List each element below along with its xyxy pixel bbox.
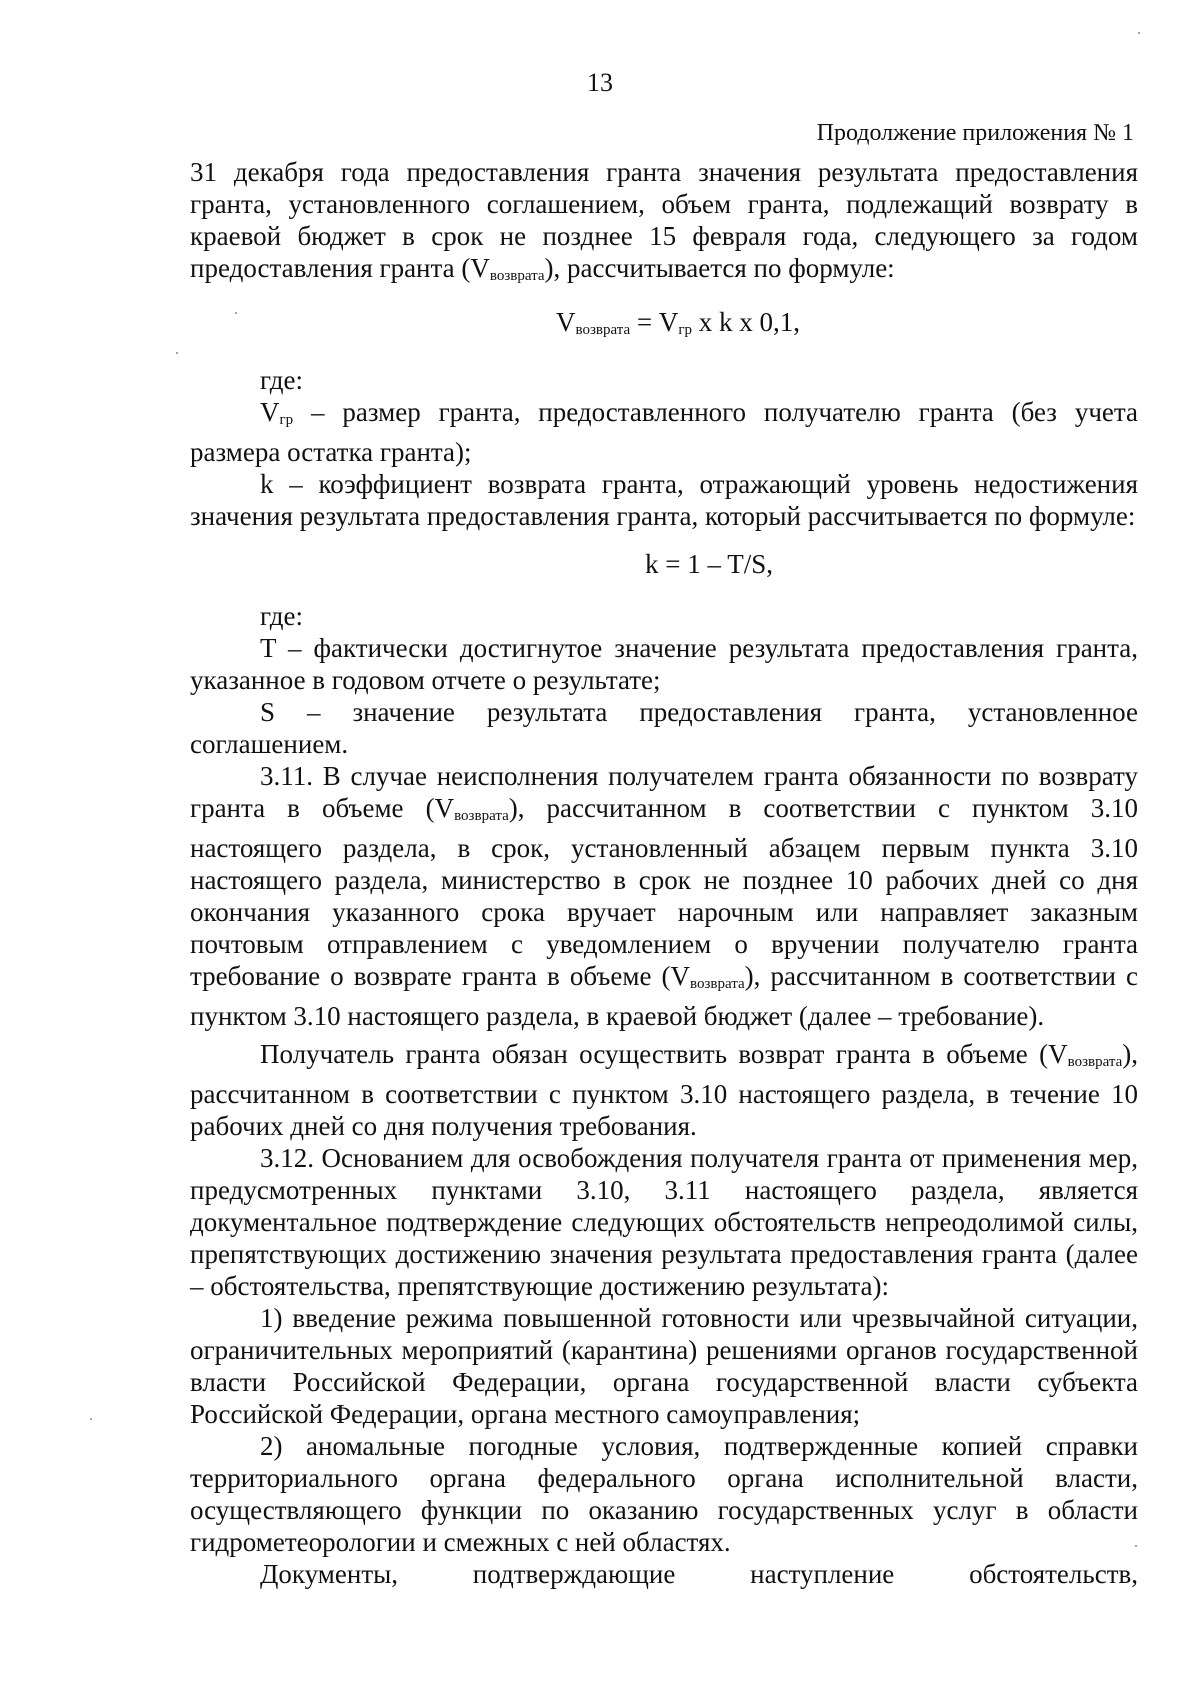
intro-paragraph: 31 декабря года предоставления гранта значения результата предоставления гранта, установленного соглашением, объем гранта, подлежащий возврату в краевой бюджет в срок не позднее 15 февраля года, следующего за годом предоставления гранта $(V_{возврата})$, рассчитывается по формуле: (190, 157, 1138, 284)
where-label: где: (260, 365, 303, 395)
subscript-gr: гр (678, 322, 693, 338)
scan-speck (1135, 1545, 1137, 1547)
scan-speck (235, 312, 237, 314)
scan-speck (90, 1418, 92, 1420)
paragraph-3-11: 3.11. В случае неисполнения получателем гранта обязанности по возврату гранта в объеме $(V_{возврата})$, рассчитанном в соответствии с пунктом 3.10 настоящего раздела, в срок, установленный абзацем первым пункта 3.10 настоящего раздела, министерство в срок не позднее 10 рабочих дней со дня окончания указанного срока вручает нарочным или направляет заказным почтовым отправлением с уведомлением о вручении получателю гранта требование о возврате гранта в объеме $(V_{возврата})$, рассчитанном в соответствии с пунктом 3.10 настоящего раздела, в краевой бюджет (далее – требование). (190, 761, 1139, 1031)
appendix-continuation-label: Продолжение приложения № 1 (816, 120, 1134, 146)
documents-paragraph-start: Документы, подтверждающие наступление обстоятельств, (260, 1559, 1138, 1589)
subscript-vozvrata: возврата (1067, 1054, 1123, 1070)
page-number: 13 (587, 68, 613, 97)
s-definition: S – значение результата предоставления гранта, установленное соглашением. (190, 697, 1138, 759)
list-item-2: 2) аномальные погодные условия, подтвержденные копией справки территориального органа федерального органа исполнительной власти, осуществляющего функции по оказанию государственных услуг в области гидрометеорологии и смежных с ней областях. (190, 1431, 1138, 1557)
t-definition: T – фактически достигнутое значение результата предоставления гранта, указанное в годовом отчете о результате; (190, 633, 1138, 695)
subscript-vozvrata: возврата (690, 976, 745, 992)
formula-coefficient-k: k = 1 – T/S, (645, 549, 773, 579)
subscript-vozvrata: возврата (489, 268, 545, 284)
formula-return-volume: $V_{возврата} = V_{гр}$ x k x 0,1, (555, 307, 801, 338)
scan-speck (1138, 32, 1140, 34)
paragraph-3-12: 3.12. Основанием для освобождения получателя гранта от применения мер, предусмотренных пунктами 3.10, 3.11 настоящего раздела, является документальное подтверждение следующих обстоятельств непреодолимой силы, препятствующих достижению значения результата предоставления гранта (далее – обстоятельства, препятствующие достижению результата): (190, 1143, 1138, 1301)
subscript-vozvrata: возврата (454, 808, 509, 824)
subscript-gr: гр (279, 412, 294, 428)
k-definition: k – коэффициент возврата гранта, отражающий уровень недостижения значения результата предоставления гранта, который рассчитывается по формуле: (190, 469, 1138, 531)
scan-speck (176, 352, 178, 354)
list-item-1: 1) введение режима повышенной готовности или чрезвычайной ситуации, ограничительных мероприятий (карантина) решениями органов государственной власти Российской Федерации, органа государственной власти субъекта Российской Федерации, органа местного самоуправления; (190, 1303, 1138, 1429)
subscript-vozvrata: возврата (575, 322, 631, 338)
document-body (190, 156, 1138, 1590)
vgr-definition: $V_{гр}$ – размер гранта, предоставленного получателю гранта (без учета размера остатка гранта); (190, 397, 1138, 467)
recipient-paragraph: Получатель гранта обязан осуществить возврат гранта в объеме $(V_{возврата})$, рассчитанном в соответствии с пунктом 3.10 настоящего раздела, в течение 10 рабочих дней со дня получения требования. (190, 1039, 1138, 1141)
where-label: где: (260, 601, 303, 631)
